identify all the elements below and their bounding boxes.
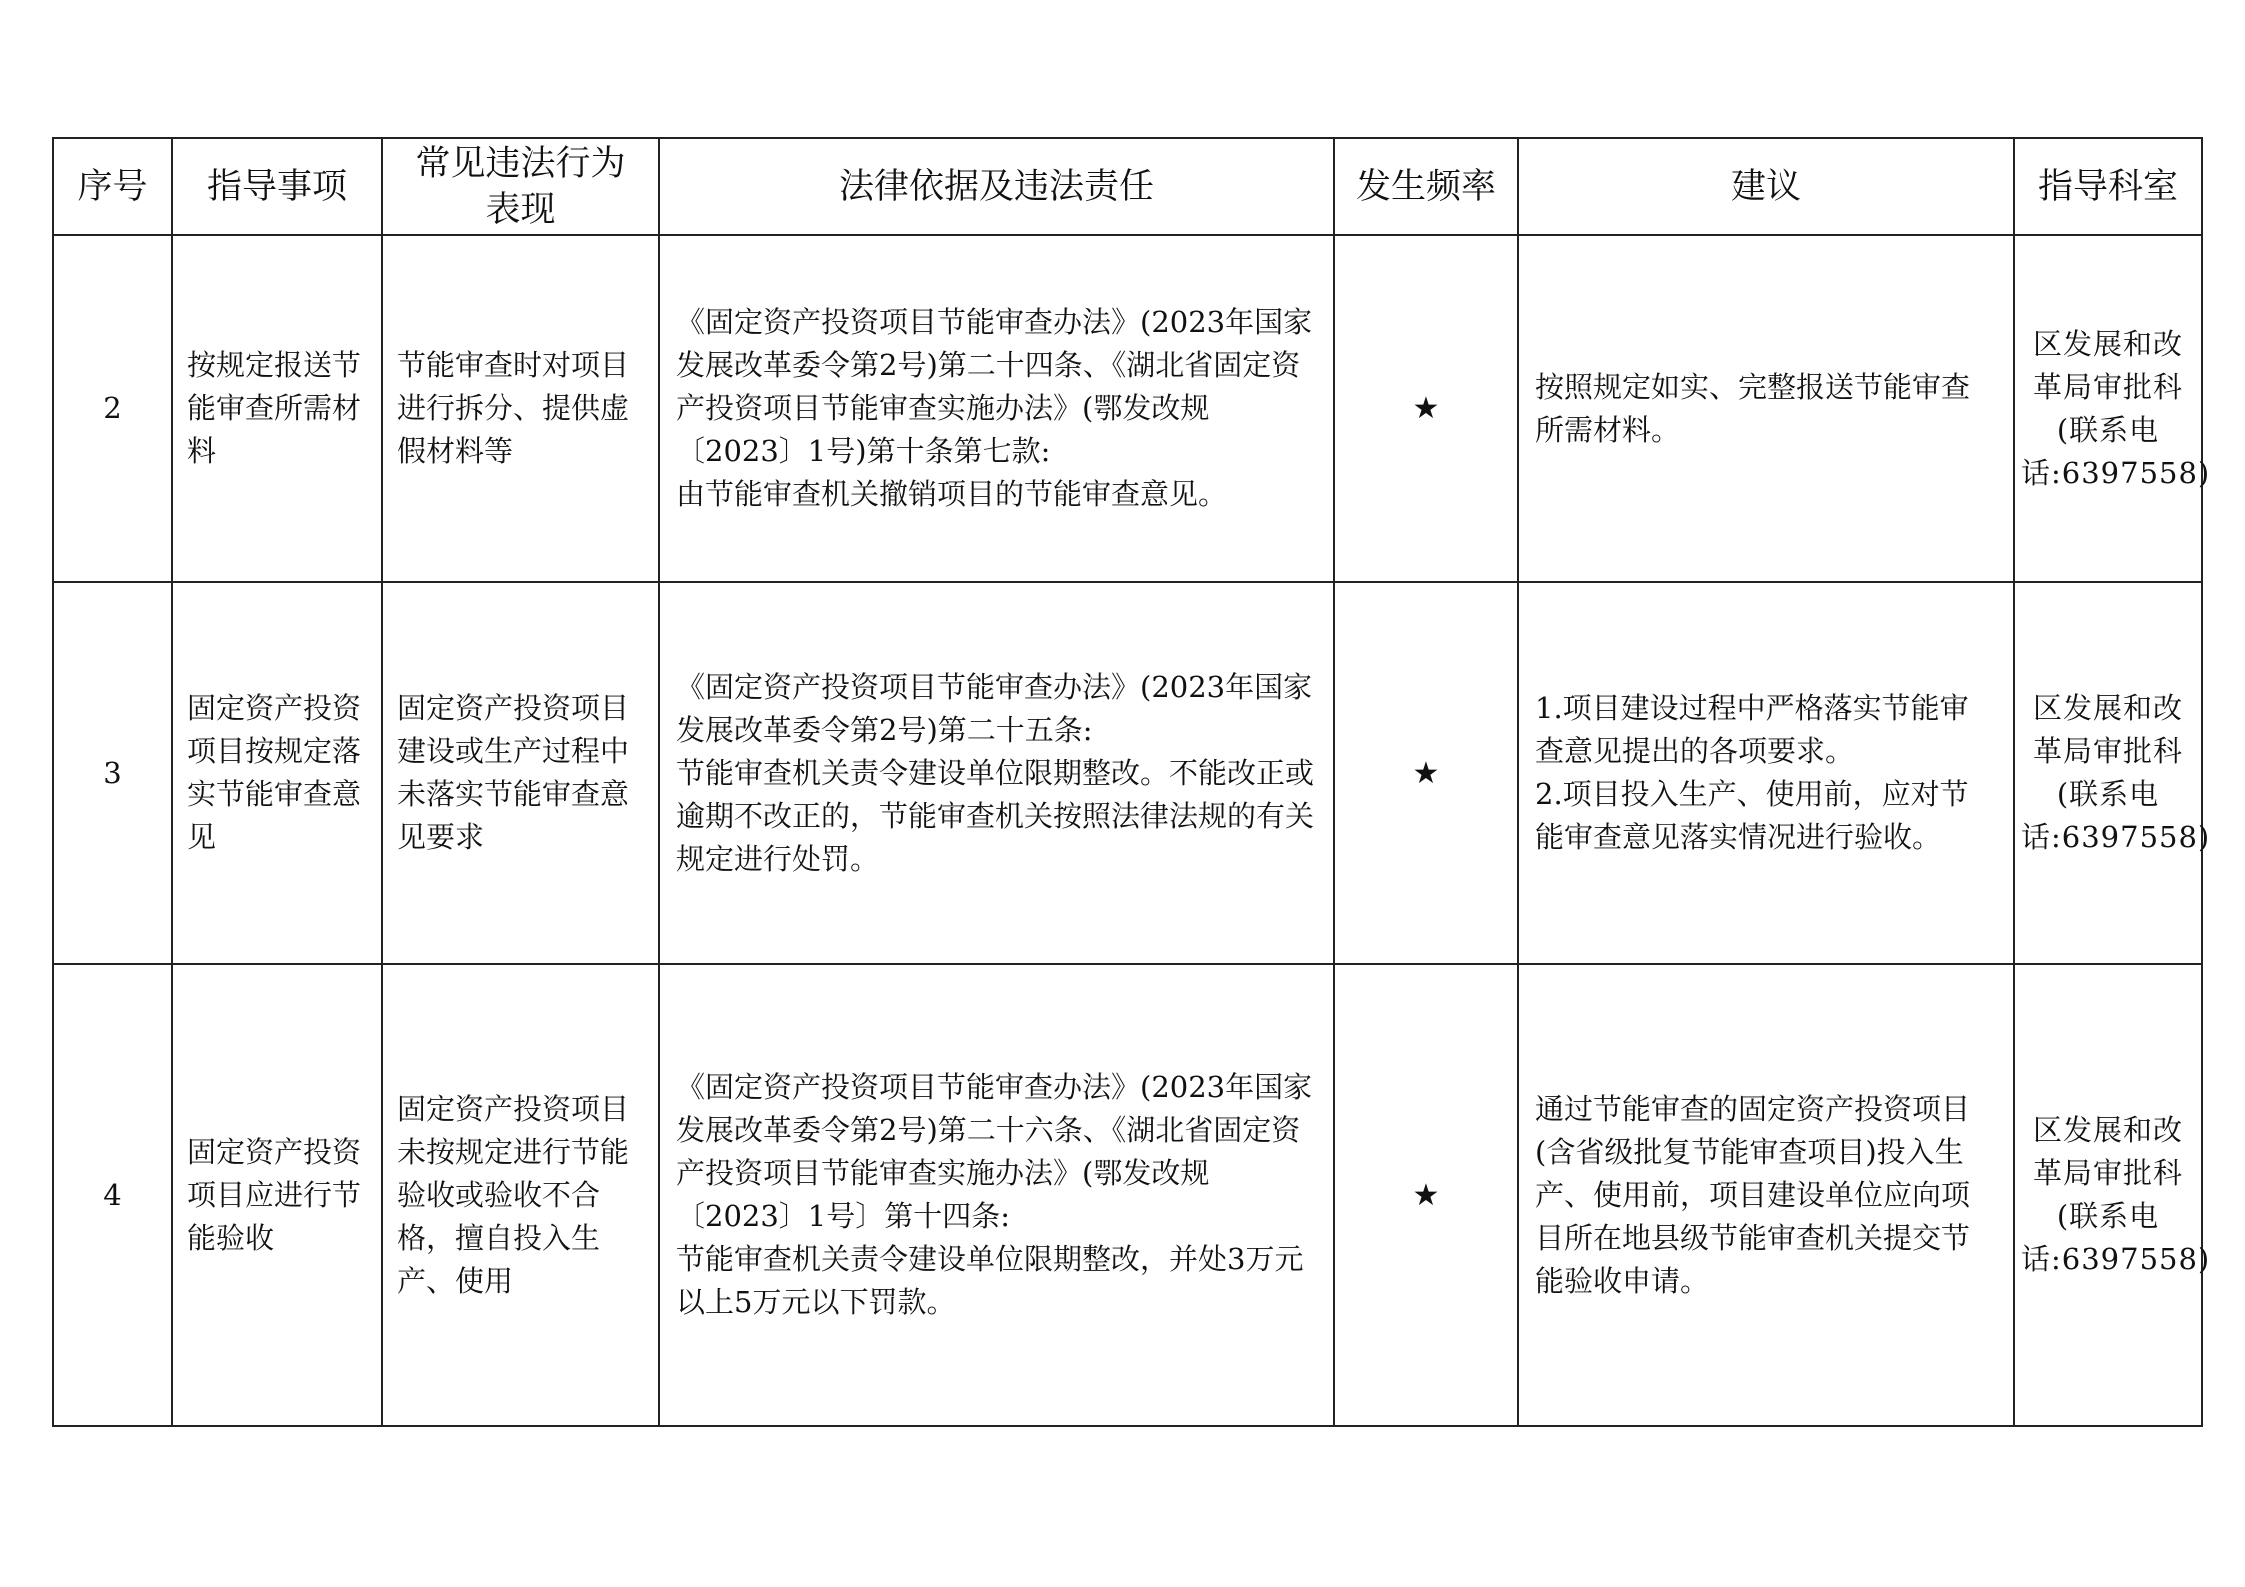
- table-header-row: [53, 138, 2202, 235]
- legal-basis-citation: 《固定资产投资项目节能审查办法》(2023年国家发展改革委令第2号)第二十四条、《湖北省固定资产投资项目节能审查实施办法》(鄂发改规〔2023〕1号)第十条第七款:: [676, 305, 1313, 468]
- legal-basis-liability: 节能审查机关责令建设单位限期整改。不能改正或逾期不改正的，节能审查机关按照法律法规的有关规定进行处罚。: [676, 755, 1315, 876]
- guidance-item: 按规定报送节能审查所需材料: [172, 235, 382, 582]
- guidance-office: 区发展和改革局审批科(联系电话:6397558): [2014, 235, 2202, 582]
- legal-basis-liability: 由节能审查机关撤销项目的节能审查意见。: [676, 477, 1228, 511]
- legal-basis-citation: 《固定资产投资项目节能审查办法》(2023年国家发展改革委令第2号)第二十六条、《湖北省固定资产投资项目节能审查实施办法》(鄂发改规〔2023〕1号〕第十四条:: [676, 1070, 1313, 1233]
- guidance-item: 固定资产投资项目应进行节能验收: [172, 964, 382, 1426]
- header-item: 指导事项: [172, 138, 382, 235]
- advice-line: 通过节能审查的固定资产投资项目(含省级批复节能审查项目)投入生产、使用前，项目建设单位应向项目所在地县级节能审查机关提交节能验收申请。: [1535, 1091, 1971, 1298]
- advice: [1518, 964, 2014, 1426]
- table-row: [53, 235, 2202, 582]
- legal-basis: [659, 964, 1334, 1426]
- row-number: 2: [53, 235, 172, 582]
- table-row: [53, 582, 2202, 964]
- row-number: 4: [53, 964, 172, 1426]
- advice-line: 2.项目投入生产、使用前，应对节能审查意见落实情况进行验收。: [1535, 777, 1969, 854]
- advice-line: 1.项目建设过程中严格落实节能审查意见提出的各项要求。: [1535, 691, 1969, 768]
- row-number: 3: [53, 582, 172, 964]
- table-row: [53, 964, 2202, 1426]
- header-frequency: 发生频率: [1334, 138, 1518, 235]
- guidance-item: 固定资产投资项目按规定落实节能审查意见: [172, 582, 382, 964]
- legal-basis: [659, 235, 1334, 582]
- guidance-table: [52, 137, 2211, 1427]
- legal-basis: [659, 582, 1334, 964]
- violation-behavior: 固定资产投资项目建设或生产过程中未落实节能审查意见要求: [382, 582, 659, 964]
- header-no: 序号: [53, 138, 172, 235]
- guidance-office: 区发展和改革局审批科(联系电话:6397558): [2014, 582, 2202, 964]
- header-advice: 建议: [1518, 138, 2014, 235]
- advice: [1518, 235, 2014, 582]
- header-behavior: 常见违法行为表现: [382, 138, 659, 235]
- guidance-office: 区发展和改革局审批科(联系电话:6397558): [2014, 964, 2202, 1426]
- header-office: 指导科室: [2014, 138, 2202, 235]
- legal-basis-citation: 《固定资产投资项目节能审查办法》(2023年国家发展改革委令第2号)第二十五条:: [676, 669, 1313, 747]
- violation-behavior: 固定资产投资项目未按规定进行节能验收或验收不合格，擅自投入生产、使用: [382, 964, 659, 1426]
- violation-behavior: 节能审查时对项目进行拆分、提供虚假材料等: [382, 235, 659, 582]
- frequency-star-icon: ★: [1334, 582, 1518, 964]
- frequency-star-icon: ★: [1334, 964, 1518, 1426]
- header-law: 法律依据及违法责任: [659, 138, 1334, 235]
- legal-basis-liability: 节能审查机关责令建设单位限期整改，并处3万元以上5万元以下罚款。: [676, 1242, 1304, 1319]
- advice: [1518, 582, 2014, 964]
- advice-line: 按照规定如实、完整报送节能审查所需材料。: [1535, 369, 1971, 447]
- frequency-star-icon: ★: [1334, 235, 1518, 582]
